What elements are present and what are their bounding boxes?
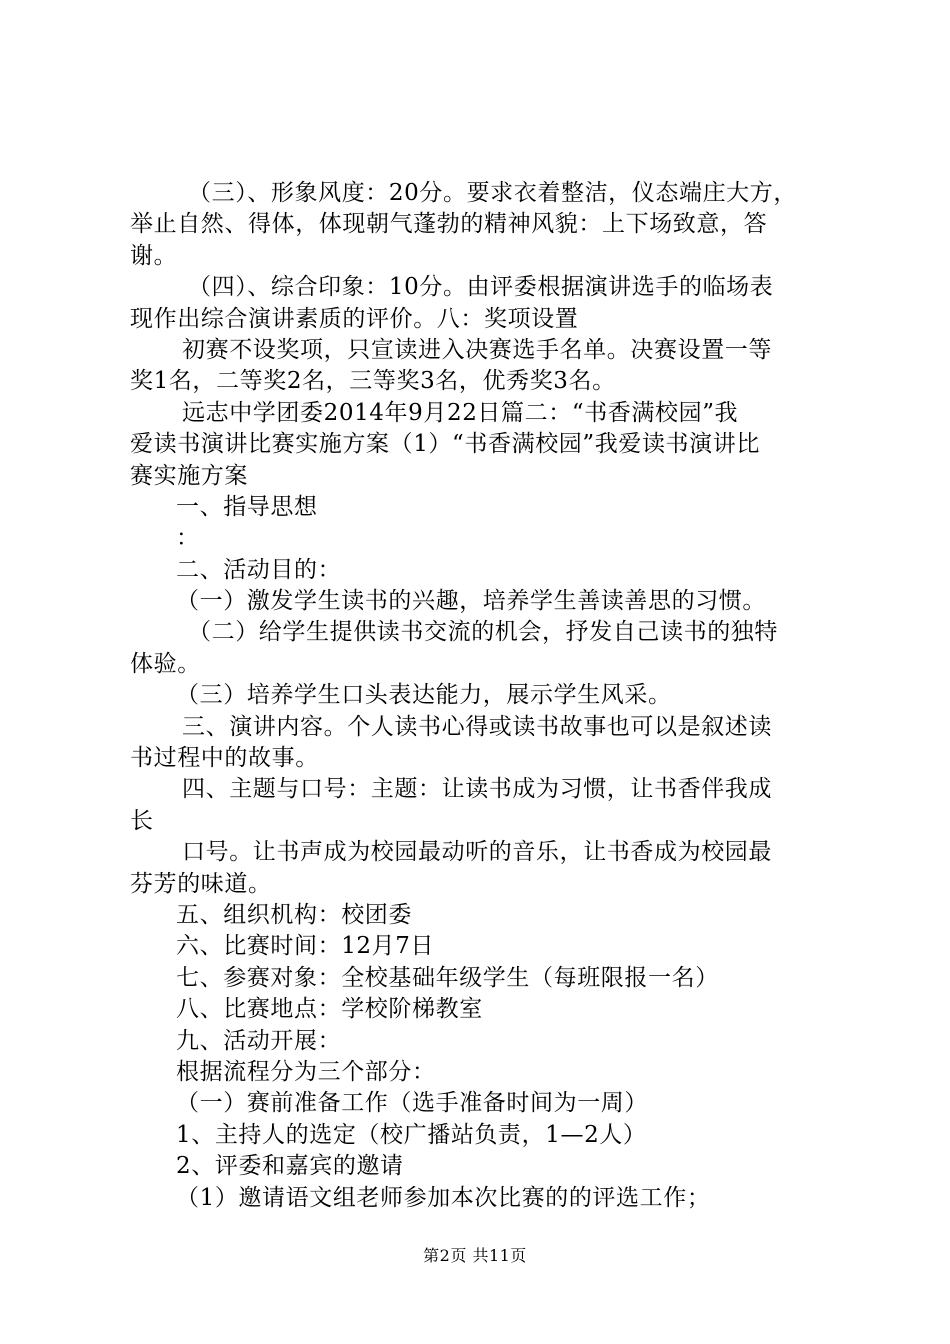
text-line: （四）、综合印象：10分。由评委根据演讲选手的临场表	[188, 274, 774, 301]
text-line: （1）邀请语文组老师参加本次比赛的的评选工作；	[176, 1184, 711, 1211]
text-line: （三）培养学生口头表达能力，展示学生风采。	[176, 682, 672, 709]
text-line: 奖1名，二等奖2名，三等奖3名，优秀奖3名。	[130, 368, 616, 395]
text-line: 爱读书演讲比赛实施方案（1）“书香满校园”我爱读书演讲比	[130, 431, 760, 458]
text-line: 七、参赛对象：全校基础年级学生（每班限报一名）	[176, 964, 719, 991]
text-line: 现作出综合演讲素质的评价。八：奖项设置	[130, 305, 579, 332]
text-line: 谢。	[130, 242, 178, 269]
text-line: （一）赛前准备工作（选手准备时间为一周）	[176, 1090, 648, 1117]
text-line: 远志中学团委2014年9月22日篇二：“书香满校园”我	[182, 399, 739, 426]
text-line: 2、评委和嘉宾的邀请	[176, 1153, 404, 1180]
text-line: 体验。	[130, 650, 201, 677]
text-line: 六、比赛时间：12月7日	[176, 933, 435, 960]
text-line: （一）激发学生读书的兴趣，培养学生善读善思的习惯。	[176, 588, 766, 615]
text-line: 口号。让书声成为校园最动听的音乐，让书香成为校园最	[182, 839, 772, 866]
text-line: 初赛不设奖项，只宣读进入决赛选手名单。决赛设置一等	[182, 336, 772, 363]
text-line: 举止自然、得体，体现朝气蓬勃的精神风貌：上下场致意，答	[130, 211, 768, 238]
page-footer: 第2页 共11页	[423, 1246, 527, 1265]
text-line: 长	[130, 807, 154, 834]
text-line: 书过程中的故事。	[130, 745, 319, 772]
text-line: 芬芳的味道。	[130, 870, 272, 897]
text-line: （三）、形象风度：20分。要求衣着整洁，仪态端庄大方，	[188, 180, 797, 206]
text-line: 三、演讲内容。个人读书心得或读书故事也可以是叙述读	[182, 713, 772, 740]
text-line: 八、比赛地点：学校阶梯教室	[176, 996, 483, 1023]
text-line: 1、主持人的选定（校广播站负责，1—2人）	[176, 1121, 647, 1148]
text-line: 赛实施方案	[130, 462, 248, 489]
text-line: 九、活动开展：	[176, 1027, 342, 1054]
text-line: 根据流程分为三个部分：	[176, 1058, 436, 1085]
text-line: 四、主题与口号：主题：让读书成为习惯，让书香伴我成	[182, 776, 772, 803]
text-line: 五、组织机构：校团委	[176, 901, 412, 928]
text-line: 二、活动目的：	[176, 556, 342, 583]
document-body	[130, 178, 834, 1214]
text-line: 一、指导思想	[176, 493, 318, 520]
text-line: ：	[176, 525, 200, 552]
text-line: （二）给学生提供读书交流的机会，抒发自己读书的独特	[188, 619, 778, 646]
